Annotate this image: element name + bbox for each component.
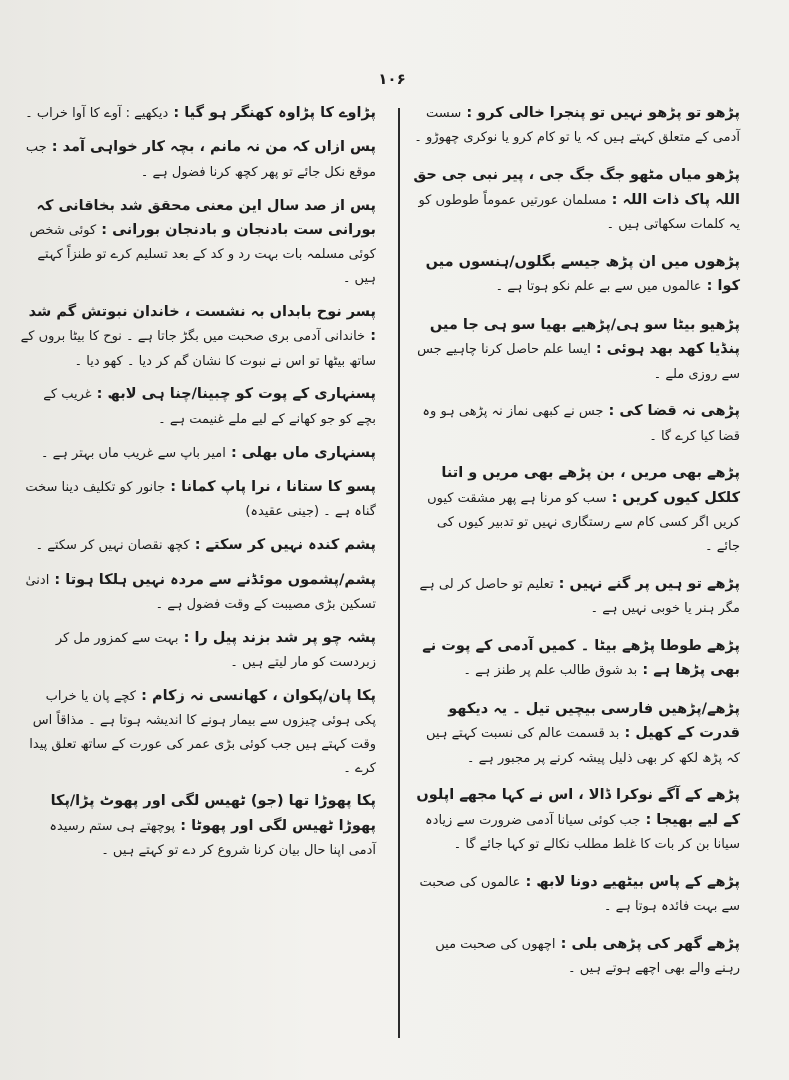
- entry-heading: پڑھی نہ قضا کی :: [608, 403, 740, 420]
- entry-definition: دیکھیے : آوے کا آوا خراب ۔: [25, 106, 169, 121]
- entry-definition: بد قسمت عالم کی نسبت کہتے ہیں کہ پڑھ لکھ کر بھی ذلیل پیشہ کرنے پر مجبور ہے ۔: [426, 726, 740, 766]
- entry: [20, 788, 376, 861]
- entry-heading: پسر نوح بابداں بہ نشست ، خاندان نبوتش گم شد :: [28, 303, 376, 345]
- entry-heading: پڑھو تو پڑھو نہیں تو پنجرا خالی کرو :: [466, 105, 740, 121]
- entry: [410, 696, 740, 769]
- entry-heading: پڑاوے کا پڑاوہ کھنگر ہو گیا :: [173, 105, 376, 121]
- entry-definition: سب کو مرنا ہے پھر مشقت کیوں کریں اگر کسی کام سے رستگاری نہیں تو تدبیر کیوں کی جائے ۔: [427, 490, 740, 554]
- entry-heading: پڑھے گھر کی پڑھی بلی :: [560, 935, 740, 952]
- entry-heading: پڑھو میاں مٹھو جگ جگ جی ، پیر نبی جی حق اللہ پاک ذات اللہ :: [413, 167, 740, 208]
- entry: [20, 625, 376, 673]
- page-number: ۱۰۶: [378, 70, 406, 88]
- entry-definition: کچھ نقصان نہیں کر سکتے ۔: [35, 538, 190, 554]
- entry-definition: ادنیٰ تسکین بڑی مصیبت کے وقت فضول ہے ۔: [25, 572, 376, 613]
- entry-definition: بہت سے کمزور مل کر زبردست کو مار لیتے ہیں ۔: [55, 630, 376, 671]
- entry-heading: پڑھے تو ہیں پر گنے نہیں :: [558, 575, 740, 592]
- entry-heading: پس از صد سال این معنی محقق شد بخاقانی کہ بورانی ست بادنجان و بادنجان بورانی :: [36, 197, 376, 239]
- entry-definition: کوئی شخص کوئی مسلمہ بات بہت رد و کد کے بعد تسلیم کرے تو طنزاً کہتے ہیں ۔: [29, 223, 376, 287]
- entry-definition: کچے پان یا خراب پکی ہوئی چیزوں سے بیمار ہونے کا اندیشہ ہوتا ہے ۔ مذاقاً اس وقت کہتے ہیں جب کوئی بڑی عمر کی عورت کے ساتھ تعلق پیدا کرے ۔: [29, 688, 376, 776]
- entry-heading: پڑھے طوطا پڑھے بیٹا ۔ کمیں آدمی کے پوت نے بھی پڑھا ہے :: [422, 637, 740, 679]
- entry: [20, 134, 376, 182]
- entry: [410, 571, 740, 619]
- entry: [20, 440, 376, 464]
- entry-definition: ایسا علم حاصل کرنا چاہیے جس سے روزی ملے ۔: [417, 342, 740, 382]
- entry-definition: جب کوئی سیانا آدمی ضرورت سے زیادہ سیانا بن کر بات کا غلط مطلب نکالے تو کہا جائے گا ۔: [425, 812, 740, 853]
- entry-heading: پڑھیو بیٹا سو ہی/پڑھیے بھیا سو ہی جا میں پنڈیا کھد بھد ہوئی :: [429, 316, 740, 358]
- entry-definition: بد شوق طالب علم پر طنز ہے ۔: [463, 663, 638, 679]
- entry-heading: پشم کندہ نہیں کر سکتے :: [194, 537, 376, 554]
- entry-definition: جب موقع نکل جائے تو پھر کچھ کرنا فضول ہے ۔: [25, 140, 376, 180]
- entry: [410, 869, 740, 917]
- entry: [20, 100, 376, 124]
- entry-heading: پشہ چو پر شد بزند پیل را :: [183, 629, 376, 646]
- entry: [410, 398, 740, 446]
- entry: [410, 782, 740, 855]
- entry-heading: پڑھوں میں ان پڑھ جیسے بگلوں/ہنسوں میں کوا :: [425, 253, 740, 295]
- entry-definition: خاندانی آدمی بری صحبت میں بگڑ جاتا ہے ۔ نوح کا بیٹا بروں کے ساتھ بیٹھا تو اس نے نبوت کا نشان گم کر دیا ۔ کھو دیا ۔: [20, 329, 376, 369]
- entry-definition: سست آدمی کے متعلق کہتے ہیں کہ یا تو کام کرو یا نوکری چھوڑو ۔: [414, 106, 740, 146]
- entry: [20, 381, 376, 429]
- entry-definition: پوچھتے ہی ستم رسیدہ آدمی اپنا حال بیان کرنا شروع کر دے تو کہتے ہیں ۔: [49, 818, 376, 859]
- entry-definition: غریب کے بچے کو جو کھانے کے لیے ملے غنیمت ہے ۔: [43, 387, 376, 427]
- entry-heading: پسنہاری ماں بھلی :: [230, 444, 376, 461]
- entry: [410, 633, 740, 682]
- entry-definition: جانور کو تکلیف دینا سخت گناہ ہے ۔ (جینی عقیدہ): [25, 479, 376, 520]
- entry-heading: پڑھے بھی مریں ، بن پڑھے بھی مریں و اتنا کلکل کیوں کریں :: [441, 465, 740, 506]
- entry: [410, 460, 740, 556]
- entry: [20, 532, 376, 556]
- entry-definition: مسلمان عورتیں عموماً طوطوں کو یہ کلمات سکھاتی ہیں ۔: [418, 192, 740, 233]
- entry-heading: پڑھے/پڑھیں فارسی بیچیں تیل ۔ یہ دیکھو قدرت کے کھیل :: [448, 700, 740, 742]
- entry-heading: پس ازاں کہ من نہ مانم ، بچہ کار خواہی آمد :: [51, 139, 376, 156]
- entry: [410, 100, 740, 148]
- entry: [20, 567, 376, 615]
- entry-definition: تعلیم تو حاصل کر لی ہے مگر ہنر یا خوبی نہیں ہے ۔: [419, 576, 740, 617]
- entry-definition: اچھوں کی صحبت میں رہنے والے بھی اچھے ہوتے ہیں ۔: [435, 936, 740, 977]
- entry-definition: عالموں کی صحبت سے بہت فائدہ ہوتا ہے ۔: [419, 874, 740, 915]
- entry-heading: پکا پان/پکوان ، کھانسی نہ زکام :: [141, 687, 376, 704]
- entry: [410, 312, 740, 385]
- entry: [410, 249, 740, 298]
- entry-heading: پشم/پشموں موئڈنے سے مردہ نہیں ہلکا ہوتا :: [54, 571, 376, 588]
- entry-heading: پسنہاری کے پوت کو چبینا/چنا ہی لابھ :: [96, 386, 376, 403]
- entry: [20, 299, 376, 372]
- right-column: [410, 100, 740, 993]
- entry-heading: پڑھے کے پاس بیٹھیے دونا لابھ :: [525, 873, 740, 890]
- entry: [20, 683, 376, 778]
- entry-definition: جس نے کبھی نماز نہ پڑھی ہو وہ قضا کیا کرے گا ۔: [422, 404, 740, 444]
- entry: [410, 931, 740, 979]
- entry-heading: پڑھے کے آگے نوکرا ڈالا ، اس نے کہا مجھے اپلوں کے لیے بھیجا :: [416, 787, 740, 828]
- entry: [410, 162, 740, 235]
- entry-heading: پکا پھوڑا تھا (جو) ٹھیس لگی اور پھوٹ پڑا/پکا پھوڑا ٹھیس لگی اور پھوٹا :: [50, 793, 376, 834]
- entry: [20, 474, 376, 522]
- entry-heading: پسو کا ستانا ، نرا پاپ کمانا :: [170, 478, 376, 495]
- entry-definition: امیر باپ سے غریب ماں بہتر ہے ۔: [40, 445, 226, 461]
- column-divider: [398, 108, 400, 1038]
- left-column: [20, 100, 376, 871]
- entry-definition: عالموں میں سے بے علم نکو ہوتا ہے ۔: [495, 279, 702, 295]
- entry: [20, 193, 376, 289]
